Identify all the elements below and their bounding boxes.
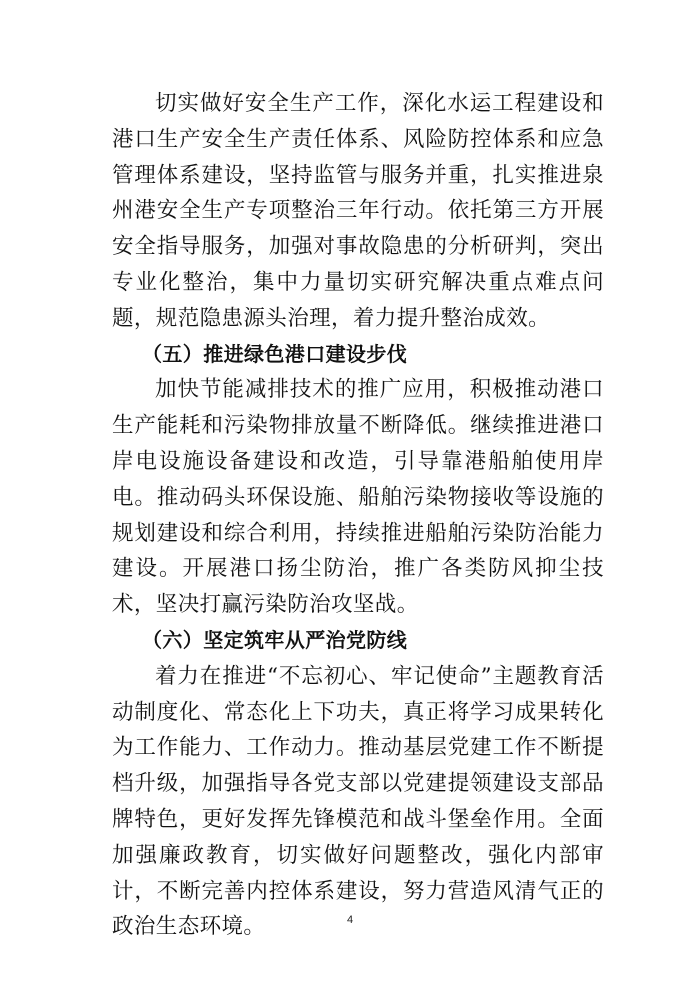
page-number: 4 xyxy=(346,914,354,926)
document-body xyxy=(112,86,604,945)
paragraph-safety-production: 切实做好安全生产工作，深化水运工程建设和港口生产安全生产责任体系、风险防控体系和应急管理体系建设，坚持监管与服务并重，扎实推进泉州港安全生产专项整治三年行动。依托第三方开展安全指导服务，加强对事故隐患的分析研判，突出专业化整治，集中力量切实研究解决重点难点问题，规范隐患源头治理，着力提升整治成效。 xyxy=(112,91,604,331)
section-heading-six: （六）坚定筑牢从严治党防线 xyxy=(142,627,408,652)
section-heading-five: （五）推进绿色港口建设步伐 xyxy=(142,341,408,366)
paragraph-green-port: 加快节能减排技术的推广应用，积极推动港口生产能耗和污染物排放量不断降低。继续推进港口岸电设施设备建设和改造，引导靠港船舶使用岸电。推动码头环保设施、船舶污染物接收等设施的规划建设和综合利用，持续推进船舶污染防治能力建设。开展港口扬尘防治，推广各类防风抑尘技术，坚决打赢污染防治攻坚战。 xyxy=(112,377,604,618)
paragraph-party-discipline: 着力在推进“不忘初心、牢记使命”主题教育活动制度化、常态化上下功夫，真正将学习成果转化为工作能力、工作动力。推动基层党建工作不断提档升级，加强指导各党支部以党建提领建设支部品牌特色，更好发挥先锋模范和战斗堡垒作用。全面加强廉政教育，切实做好问题整改，强化内部审计，不断完善内控体系建设，努力营造风清气正的政治生态环境。 xyxy=(112,663,604,940)
